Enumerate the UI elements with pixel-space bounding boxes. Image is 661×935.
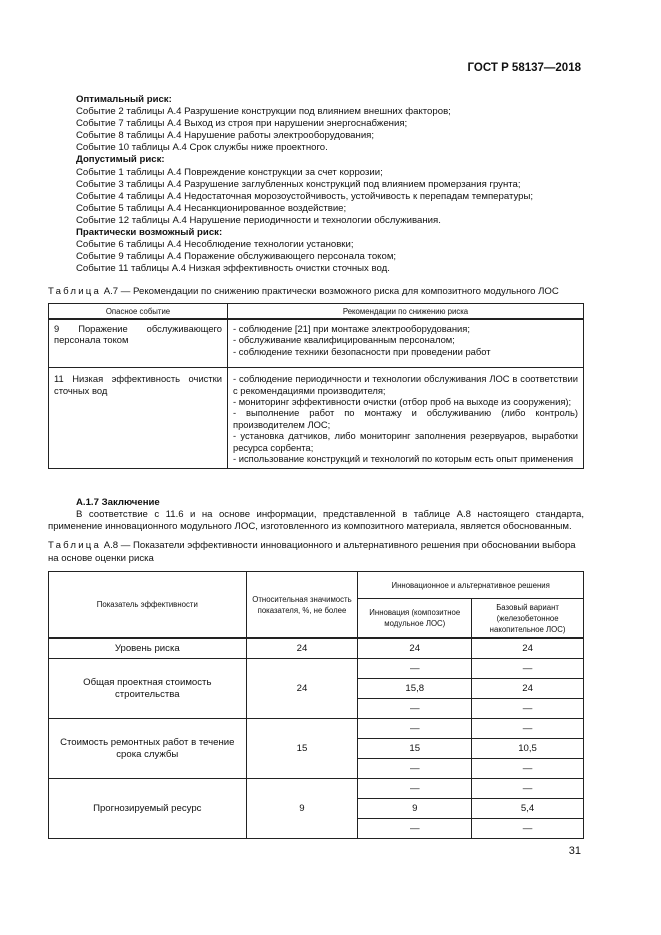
base-cell: —: [472, 759, 584, 779]
table-number: А.7: [103, 286, 119, 297]
base-cell: 24: [472, 638, 584, 659]
recommendation-item: - мониторинг эффективности очистки (отбор проб на выходе из сооружения);: [233, 396, 572, 408]
conclusion-heading: А.1.7 Заключение: [76, 497, 160, 508]
risk-item: Событие 11 таблицы А.4 Низкая эффективность очистки сточных вод.: [76, 263, 390, 275]
standard-code: ГОСТ Р 58137—2018: [467, 62, 581, 74]
relative-cell: 15: [246, 719, 358, 779]
conclusion-paragraph: В соответствие с 11.6 и на основе информации, представленной в таблице А.8 настоящего стандарта, применение инновационного модульного ЛОС, изготовленного из композитного материала, является обоснованным.: [48, 509, 584, 533]
table-header-row: [49, 304, 584, 320]
acceptable-risk-heading: Допустимый риск:: [76, 154, 165, 166]
indicator-cell: Стоимость ремонтных работ в течение срока службы: [49, 719, 247, 779]
innovation-cell: 24: [358, 638, 472, 659]
table-a8: [48, 571, 584, 839]
table-row: [49, 368, 584, 469]
risk-item: Событие 7 таблицы А.4 Выход из строя при нарушении энергоснабжения;: [76, 118, 408, 130]
column-header: Инновация (композитное модульное ЛОС): [358, 599, 472, 639]
innovation-cell: —: [358, 699, 472, 719]
table-a7-caption: [48, 286, 608, 299]
risk-item: Событие 2 таблицы А.4 Разрушение конструкции под влиянием внешних факторов;: [76, 106, 451, 118]
relative-cell: 24: [246, 638, 358, 659]
indicator-cell: Уровень риска: [49, 638, 247, 659]
innovation-cell: —: [358, 819, 472, 839]
column-header: Базовый вариант (железобетонное накопительное ЛОС): [472, 599, 584, 639]
base-cell: 10,5: [472, 739, 584, 759]
page-number: 31: [568, 845, 581, 857]
recommendation-item: - использование конструкций и технологий по которым есть опыт применения: [233, 453, 574, 465]
possible-risk-heading: Практически возможный риск:: [76, 227, 223, 239]
recommendation-item: - выполнение работ по монтажу и обслуживанию (либо контроль) производителем ЛОС;: [233, 407, 578, 430]
recommendations-cell: [228, 368, 584, 469]
recommendation-item: - соблюдение техники безопасности при проведении работ: [233, 345, 491, 357]
recommendation-item: - соблюдение периодичности и технологии обслуживания ЛОС в соответствии с рекомендациями производителя;: [233, 373, 578, 396]
event-cell: 9 Поражение обслуживающего персонала током: [49, 319, 228, 368]
recommendation-item: - соблюдение [21] при монтаже электрооборудования;: [233, 323, 470, 334]
base-cell: —: [472, 819, 584, 839]
table-row: [49, 319, 584, 368]
base-cell: —: [472, 779, 584, 799]
table-number: А.8: [103, 540, 119, 551]
event-cell: 11 Низкая эффективность очистки сточных вод: [49, 368, 228, 469]
risk-item: Событие 8 таблицы А.4 Нарушение работы электрооборудования;: [76, 130, 375, 142]
risk-item: Событие 10 таблицы А.4 Срок службы ниже проектного.: [76, 142, 328, 154]
table-title: — Показатели эффективности инновационного и альтернативного решения при обосновании выбора на основе оценки риска: [48, 540, 576, 564]
table-label: Таблица: [48, 286, 102, 297]
indicator-cell: Прогнозируемый ресурс: [49, 779, 247, 839]
column-header: Инновационное и альтернативное решения: [358, 572, 584, 599]
recommendation-item: - установка датчиков, либо мониторинг заполнения резервуаров, выработки ресурса сорбента;: [233, 430, 578, 453]
risk-item: Событие 4 таблицы А.4 Недостаточная морозоустойчивость, устойчивость к перепадам температуры;: [76, 190, 534, 202]
column-header: Опасное событие: [49, 304, 228, 320]
base-cell: —: [472, 719, 584, 739]
innovation-cell: 15,8: [358, 679, 472, 699]
base-cell: 24: [472, 679, 584, 699]
risk-item: Событие 1 таблицы А.4 Повреждение конструкции за счет коррозии;: [76, 166, 383, 178]
innovation-cell: —: [358, 759, 472, 779]
column-header: Относительная значимость показателя, %, не более: [246, 572, 358, 639]
base-cell: —: [472, 699, 584, 719]
table-row: [49, 638, 584, 659]
innovation-cell: 9: [358, 799, 472, 819]
base-cell: —: [472, 659, 584, 679]
base-cell: 5,4: [472, 799, 584, 819]
risk-classification: [76, 94, 586, 275]
table-row: [49, 659, 584, 679]
indicator-cell: Общая проектная стоимость строительства: [49, 659, 247, 719]
table-row: [49, 779, 584, 799]
relative-cell: 9: [246, 779, 358, 839]
risk-item: Событие 3 таблицы А.4 Разрушение заглубленных конструкций под влиянием промерзания грунта;: [76, 178, 521, 190]
table-a7: [48, 303, 584, 469]
risk-item: Событие 9 таблицы А.4 Поражение обслуживающего персонала током;: [76, 251, 397, 263]
column-header: Рекомендации по снижению риска: [228, 304, 584, 320]
table-row: [49, 719, 584, 739]
optimal-risk-heading: Оптимальный риск:: [76, 94, 172, 105]
table-header-row: [49, 572, 584, 599]
table-a8-caption: [48, 540, 588, 565]
innovation-cell: 15: [358, 739, 472, 759]
recommendation-item: - обслуживание квалифицированным персоналом;: [233, 334, 455, 346]
risk-item: Событие 12 таблицы А.4 Нарушение периодичности и технологии обслуживания.: [76, 214, 441, 226]
risk-item: Событие 6 таблицы А.4 Несоблюдение технологии установки;: [76, 239, 354, 251]
risk-item: Событие 5 таблицы А.4 Несанкционированное воздействие;: [76, 202, 347, 214]
table-title: — Рекомендации по снижению практически возможного риска для композитного модульного ЛОС: [118, 286, 559, 297]
table-label: Таблица: [48, 540, 102, 551]
recommendations-cell: [228, 319, 584, 368]
column-header: Показатель эффективности: [49, 572, 247, 639]
innovation-cell: —: [358, 719, 472, 739]
relative-cell: 24: [246, 659, 358, 719]
innovation-cell: —: [358, 659, 472, 679]
innovation-cell: —: [358, 779, 472, 799]
